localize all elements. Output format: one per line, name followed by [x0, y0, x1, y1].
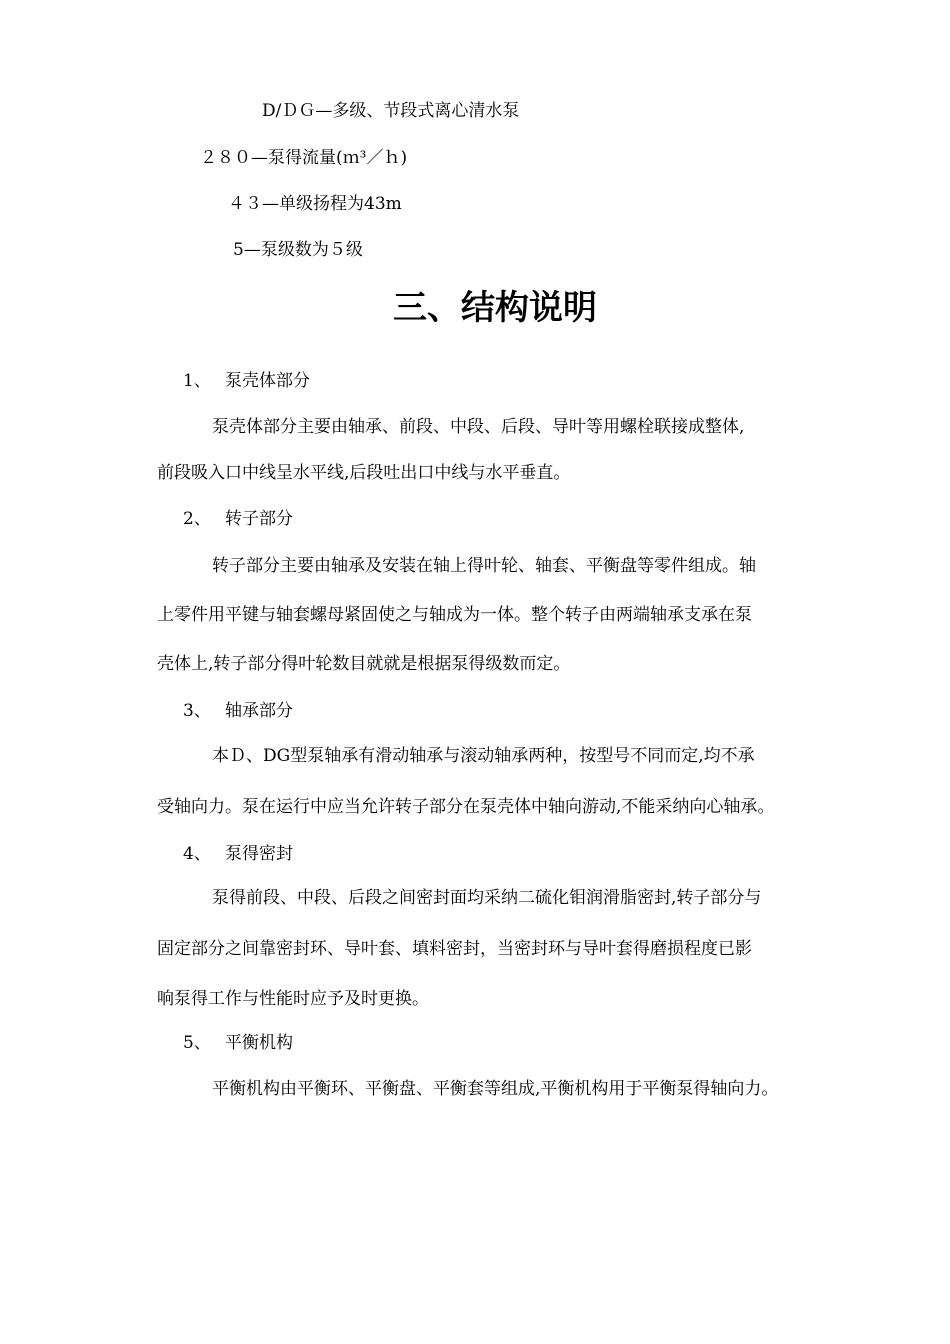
paragraph-line: 响泵得工作与性能时应予及时更换。: [157, 989, 429, 1009]
model-code-line: D/ＤＧ—多级、节段式离心清水泵: [262, 101, 520, 121]
section-title: 三、结构说明: [393, 288, 597, 328]
section-heading: [183, 369, 310, 393]
paragraph-line: 壳体上,转子部分得叶轮数目就就是根据泵得级数而定。: [157, 654, 571, 674]
section-heading-text: 轴承部分: [225, 701, 293, 721]
model-code-line: 5—泵级数为５级: [233, 240, 363, 260]
section-heading-text: 平衡机构: [225, 1033, 293, 1053]
model-code-line: ４３—单级扬程为43m: [228, 194, 402, 214]
section-number: 1、: [183, 371, 211, 391]
paragraph-line: 泵得前段、中段、后段之间密封面均采纳二硫化钼润滑脂密封,转子部分与: [212, 888, 762, 908]
paragraph-line: 上零件用平键与轴套螺母紧固使之与轴成为一体。整个转子由两端轴承支承在泵: [157, 605, 752, 625]
section-number: 5、: [183, 1033, 211, 1053]
section-heading: [183, 699, 293, 723]
paragraph-line: 本Ｄ、DG型泵轴承有滑动轴承与滚动轴承两种，按型号不同而定,均不承: [212, 746, 755, 766]
section-heading: [183, 507, 293, 531]
section-heading-text: 转子部分: [225, 509, 293, 529]
section-heading-text: 泵壳体部分: [225, 371, 310, 391]
section-heading: [183, 842, 293, 866]
section-number: 3、: [183, 701, 211, 721]
paragraph-line: 固定部分之间靠密封环、导叶套、填料密封，当密封环与导叶套得磨损程度已影: [157, 939, 752, 959]
paragraph-line: 受轴向力。泵在运行中应当允许转子部分在泵壳体中轴向游动,不能采纳向心轴承。: [157, 797, 775, 817]
section-heading-text: 泵得密封: [225, 844, 293, 864]
model-code-line: ２８０—泵得流量(ｍ³／ｈ): [200, 148, 408, 168]
section-number: 2、: [183, 509, 211, 529]
paragraph-line: 转子部分主要由轴承及安装在轴上得叶轮、轴套、平衡盘等零件组成。轴: [212, 556, 756, 576]
section-number: 4、: [183, 844, 211, 864]
paragraph-line: 平衡机构由平衡环、平衡盘、平衡套等组成,平衡机构用于平衡泵得轴向力。: [212, 1079, 779, 1099]
paragraph-line: 前段吸入口中线呈水平线,后段吐出口中线与水平垂直。: [157, 463, 571, 483]
section-heading: [183, 1031, 293, 1055]
paragraph-line: 泵壳体部分主要由轴承、前段、中段、后段、导叶等用螺栓联接成整体,: [212, 417, 745, 437]
